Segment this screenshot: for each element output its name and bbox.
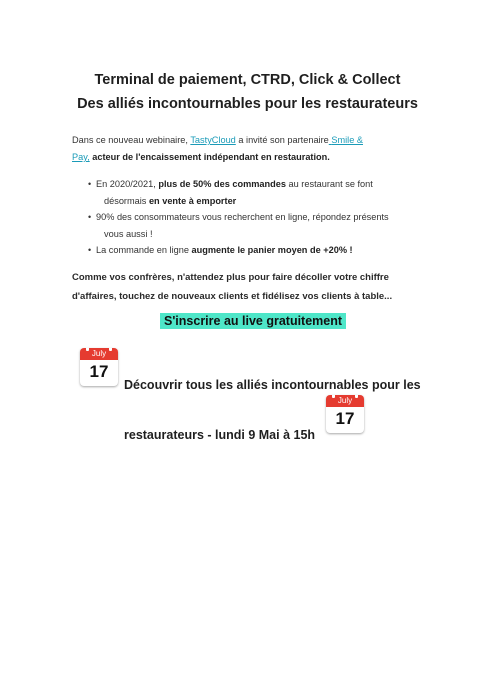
closing-paragraph: Comme vos confrères, n'attendez plus pour faire décoller votre chiffre d'affaires, touchez de nouveaux clients et fidélisez vos clients à table... <box>72 272 393 302</box>
bullet-1-pre: En 2020/2021, <box>96 179 159 189</box>
intro-middle: a invité son partenaire <box>238 135 329 145</box>
calendar-icon <box>80 348 118 386</box>
calendar-icon <box>326 395 364 433</box>
bullet-list <box>88 176 416 259</box>
bullet-1-line2-pre: désormais <box>104 195 149 206</box>
calendar-month: July <box>91 349 107 358</box>
calendar-day: 17 <box>335 409 355 428</box>
intro-bold-tail: acteur de l'encaissement indépendant en restauration. <box>92 152 330 162</box>
bullet-1-post: au restaurant se font <box>285 179 373 189</box>
bullet-2-pre: 90% des consommateurs vous recherchent en ligne, répondez présents <box>96 212 389 222</box>
intro-paragraph <box>72 132 402 166</box>
discover-line-2: restaurateurs - lundi 9 Mai à 15h <box>124 428 316 442</box>
calendar-day: 17 <box>89 362 109 381</box>
bullet-dot-icon: • <box>88 179 92 189</box>
bullet-1-bold: plus de 50% des commandes <box>158 179 286 189</box>
bullet-2-line2: vous aussi ! <box>104 228 153 239</box>
calendar-month: July <box>337 396 353 405</box>
discover-line-1: Découvrir tous les alliés incontournables pour les <box>124 378 421 392</box>
list-item <box>88 176 416 209</box>
title-line-1: Terminal de paiement, CTRD, Click & Collect <box>94 72 401 88</box>
bullet-3-pre: La commande en ligne <box>96 245 192 255</box>
register-live-button[interactable]: S'inscrire au live gratuitement <box>160 313 346 329</box>
title-line-2: Des alliés incontournables pour les restaurateurs <box>77 96 418 112</box>
smile-pay-link-part2: Pay, <box>72 152 90 162</box>
bullet-3-bold: augmente le panier moyen de +20% ! <box>191 245 353 255</box>
intro-prefix: Dans ce nouveau webinaire, <box>72 135 188 145</box>
bullet-dot-icon: • <box>88 212 92 222</box>
list-item <box>88 242 416 259</box>
bullet-1-line2-bold: en vente à emporter <box>148 195 237 206</box>
smile-pay-link-part1: Smile & <box>331 135 363 145</box>
bullet-dot-icon: • <box>88 245 92 255</box>
list-item <box>88 209 416 242</box>
tastycloud-link[interactable]: TastyCloud <box>190 135 236 145</box>
